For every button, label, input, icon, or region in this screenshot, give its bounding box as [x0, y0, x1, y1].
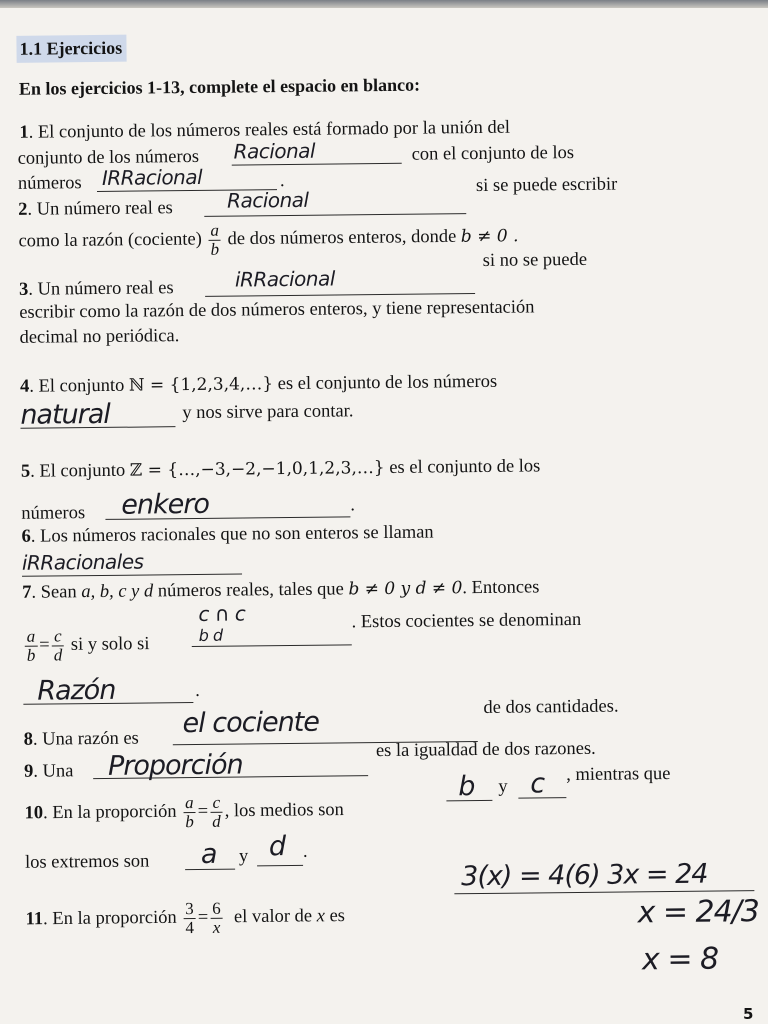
exercise-11-fraction-1-numerator: 3: [183, 900, 196, 919]
exercise-4-set: ℕ = {1,2,3,4,…}: [128, 374, 274, 396]
exercise-7-fraction-2-denominator: d: [53, 645, 63, 665]
exercise-10-blank-d: [257, 865, 303, 866]
exercise-3-text-b: si no se puede: [482, 249, 588, 271]
exercise-7-text-e: . Estos cocientes se denominan: [351, 609, 582, 633]
exercise-6-text-a: . Los números racionales que no son enteros se llaman: [30, 522, 434, 547]
exercise-10-number: 10: [24, 803, 44, 824]
exercise-10-answer-c: c: [530, 768, 545, 800]
exercise-10-answer-d: d: [268, 831, 286, 863]
exercise-11-line-1: [25, 898, 345, 938]
exercise-6-answer: iRRacionales: [21, 549, 144, 575]
exercise-2-text-a: . Un número real es: [27, 198, 173, 220]
exercise-11-text-a: . En la proporción: [43, 907, 177, 930]
exercise-1-answer-2: IRRacional: [101, 164, 203, 190]
exercise-5-period: .: [350, 495, 356, 516]
exercise-1-number: 1: [19, 122, 29, 143]
exercise-10-answer-b: b: [458, 771, 475, 803]
exercise-7-line-1: [22, 578, 539, 602]
exercise-6-number: 6: [21, 526, 31, 547]
exercise-3-number: 3: [18, 279, 29, 300]
exercise-7-fraction-2-numerator: c: [52, 627, 65, 646]
exercise-7-fraction-1: [25, 628, 38, 665]
exercise-4-answer: natural: [20, 398, 111, 431]
exercise-1-text-a: . El conjunto de los números reales está formado por la unión del: [28, 117, 511, 143]
exercise-10-text-c: , mientras que: [566, 764, 671, 786]
exercise-3-text-a: . Un número real es: [28, 278, 174, 300]
exercise-10-fraction-2-denominator: d: [212, 811, 221, 831]
exercise-9-text-a: . Una: [33, 761, 74, 782]
exercise-2-blank: [204, 213, 466, 217]
exercise-10-equals: =: [197, 801, 209, 822]
exercise-10-fraction-1-numerator: a: [183, 794, 196, 813]
exercise-10-text-d: los extremos son: [24, 851, 150, 873]
exercise-11-fraction-1: [183, 900, 196, 937]
exercise-11-work-line-3: x = 8: [641, 941, 719, 978]
exercise-10-fraction-1: [183, 794, 196, 831]
exercise-4-text-b: es el conjunto de los números: [277, 371, 498, 395]
exercise-5-number: 5: [20, 461, 31, 482]
exercise-7-equals: =: [39, 635, 50, 656]
exercise-7-condition: b ≠ 0 y d ≠ 0: [348, 578, 463, 600]
exercise-3-text-d: decimal no periódica.: [19, 326, 180, 348]
exercise-8-text-a: . Una razón es: [32, 728, 139, 750]
exercise-11-fraction-2-denominator: x: [212, 917, 221, 937]
exercise-2-condition: b ≠ 0 .: [460, 226, 519, 247]
exercise-5-set: ℤ = {…,−3,−2,−1,0,1,2,3,…}: [129, 457, 385, 481]
exercise-2-text-b: si se puede escribir: [475, 174, 618, 197]
exercise-8-answer: el cociente: [182, 706, 320, 740]
exercise-9-text-b: es la igualdad de dos razones.: [375, 738, 596, 762]
instructions: En los ejercicios 1-13, complete el espacio en blanco:: [18, 74, 421, 99]
exercise-2-answer: Racional: [226, 187, 309, 213]
exercise-8-text-b: de dos cantidades.: [483, 696, 619, 718]
exercise-7-answer-b: Razón: [37, 674, 116, 707]
exercise-3-blank: [205, 293, 475, 297]
exercise-11-work-line-2: x = 24/3: [637, 894, 760, 931]
exercise-11-fraction-1-denominator: 4: [185, 917, 195, 937]
exercise-11-work-line-1: 3(x) = 4(6) 3x = 24: [461, 858, 708, 893]
exercise-5-line-1: [21, 457, 541, 481]
exercise-6-line-1: [22, 523, 434, 546]
exercise-2-fraction-denominator: b: [210, 239, 220, 259]
exercise-1-text-d: números: [17, 173, 82, 194]
page-number: 5: [743, 1005, 754, 1023]
exercise-11-fraction-2-numerator: 6: [210, 900, 223, 919]
exercise-2-line-1: [18, 199, 173, 219]
exercise-7-text-b: números reales, tales que: [157, 579, 344, 602]
exercise-1-text-b: conjunto de los números: [17, 146, 200, 169]
exercise-7-answer-a-denominators: b d: [198, 625, 223, 645]
exercise-9-answer: Proporción: [107, 749, 243, 782]
exercise-4-number: 4: [19, 376, 30, 397]
exercise-7-fraction-2: [52, 627, 65, 664]
exercise-3-text-c: escribir como la razón de dos números enteros, y tiene representación: [19, 297, 535, 323]
exercise-10-text-b: , los medios son: [224, 800, 344, 822]
exercise-10-fraction-2: [210, 794, 223, 831]
exercise-1-period: .: [279, 171, 285, 192]
exercise-7-period: .: [195, 680, 200, 701]
exercise-5-text-a: . El conjunto: [30, 460, 126, 482]
exercise-7-text-c: . Entonces: [462, 577, 540, 599]
exercise-4-text-a: . El conjunto: [29, 375, 125, 397]
exercise-11-fraction-2: [210, 900, 223, 937]
exercise-5-answer: enkero: [121, 488, 210, 521]
exercise-11-text-b: el valor de: [233, 906, 313, 928]
exercise-9-line-1: [24, 762, 74, 781]
exercise-11-equals: =: [197, 907, 209, 928]
exercise-10-fraction-1-denominator: b: [185, 811, 194, 831]
exercise-5-text-c: números: [21, 503, 86, 524]
exercise-10-y-1: y: [498, 776, 508, 797]
exercise-7-number: 7: [22, 582, 32, 603]
exercise-10-y-2: y: [238, 846, 249, 867]
exercise-7-vars: a, b, c y d: [81, 581, 154, 603]
exercise-7-text-a: . Sean: [31, 582, 77, 603]
exercise-1-answer-1: Racional: [233, 138, 316, 164]
exercise-7-answer-a: c ∩ c: [198, 601, 246, 626]
exercise-4-line-1: [20, 373, 497, 396]
exercise-2-text-d: de dos números enteros, donde: [227, 226, 457, 250]
exercise-10-line-1: [24, 792, 344, 832]
exercise-2-fraction: [208, 222, 221, 259]
exercise-2-fraction-numerator: a: [208, 222, 221, 241]
exercise-10-period: .: [302, 841, 308, 862]
exercise-7-text-d: si y solo si: [70, 634, 150, 655]
exercise-2-line-2: [18, 219, 518, 261]
exercise-1-text-c: con el conjunto de los: [411, 142, 575, 165]
exercise-4-text-c: y nos sirve para contar.: [182, 401, 354, 424]
exercise-10-fraction-2-numerator: c: [210, 794, 223, 813]
exercise-3-answer: iRRacional: [234, 266, 335, 292]
exercise-9-number: 9: [23, 761, 34, 782]
exercise-2-text-c: como la razón (cociente): [18, 229, 202, 252]
exercise-11-text-c: es: [329, 906, 346, 927]
exercise-10-answer-a: a: [200, 838, 217, 870]
exercise-10-text-a: . En la proporción: [42, 801, 177, 824]
exercise-11-variable: x: [316, 906, 326, 927]
exercise-11-number: 11: [25, 909, 44, 930]
exercise-7-line-2: [23, 626, 150, 664]
exercise-7-fraction-1-numerator: a: [25, 628, 38, 647]
exercise-8-number: 8: [23, 729, 34, 750]
exercise-2-number: 2: [18, 199, 28, 220]
exercise-3-line-1: [19, 279, 174, 299]
section-title: 1.1 Ejercicios: [16, 35, 126, 63]
exercise-7-fraction-1-denominator: b: [26, 645, 36, 665]
exercise-8-line-1: [24, 730, 139, 750]
exercise-5-text-b: es el conjunto de los: [389, 456, 541, 478]
